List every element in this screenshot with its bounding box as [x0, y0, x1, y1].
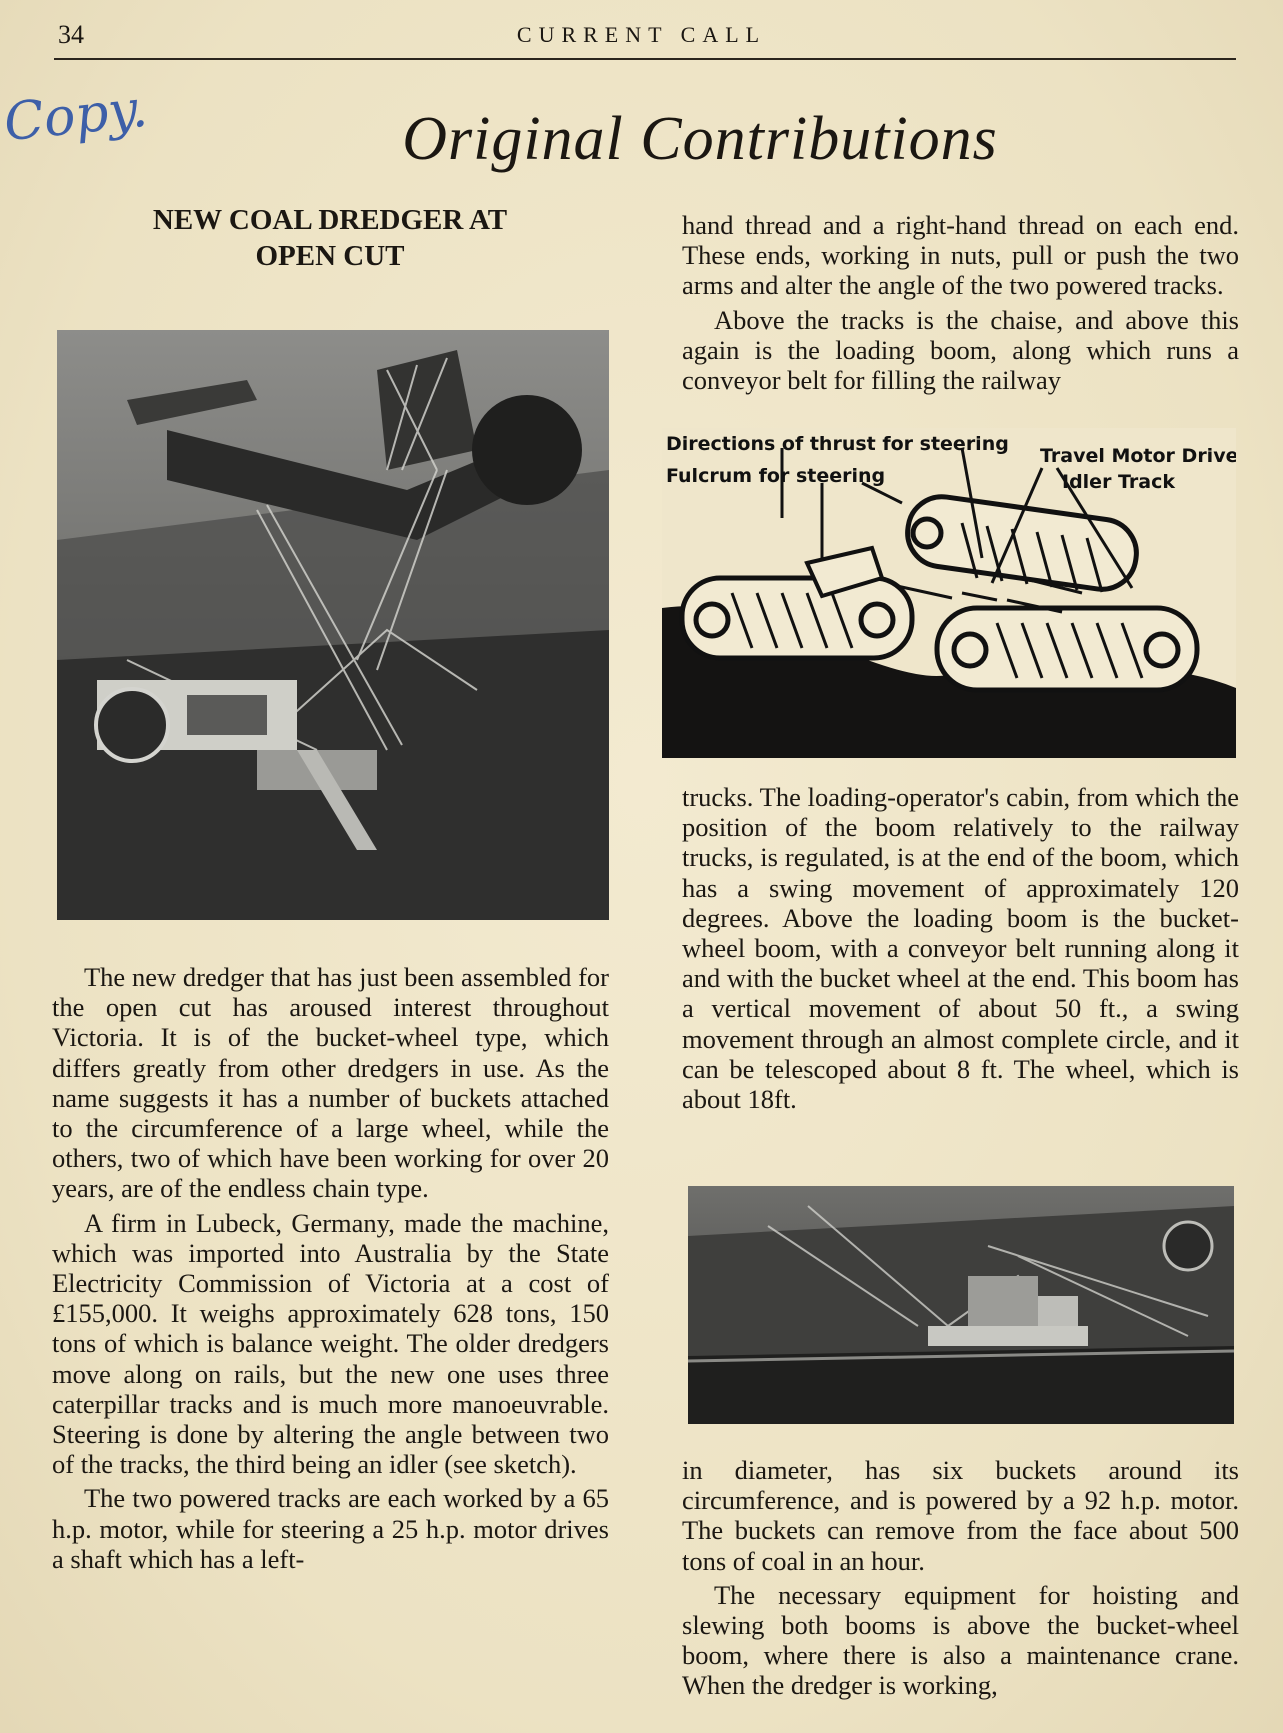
left-column-text: [52, 962, 609, 1574]
article-title-line-2: OPEN CUT: [255, 240, 405, 272]
label-fulcrum: Fulcrum for steering: [666, 465, 886, 487]
right-column-bottom-text: [682, 1455, 1239, 1701]
dredger-photo: [57, 330, 609, 920]
steering-sketch: [662, 428, 1236, 758]
article-title-line-1: NEW COAL DREDGER AT: [152, 204, 508, 236]
paragraph: The new dredger that has just been assembled for the open cut has aroused interest throughout Victoria. It is of the bucket-wheel type, which differs greatly from other dredgers in use. As the name suggests it has a number of buckets attached to the circumference of a large wheel, while the others, two of which have been working for over 20 years, are of the endless chain type.: [52, 962, 609, 1204]
paragraph: Above the tracks is the chaise, and above this again is the loading boom, along which runs a conveyor belt for filling the railway: [682, 304, 1239, 396]
paragraph: trucks. The loading-operator's cabin, from which the position of the boom relatively to the railway trucks, is regulated, is at the end of the boom, which has a swing movement of approximately 120 degrees. Above the loading boom is the bucket-wheel boom, with a conveyor belt running along it and with the bucket wheel at the end. This boom has a vertical movement of about 50 ft., a swing movement through an almost complete circle, and it can be telescoped about 8 ft. The wheel, which is about 18ft.: [682, 782, 1239, 1115]
paragraph: The necessary equipment for hoisting and slewing both booms is above the bucket-wheel boom, where there is also a maintenance crane. When the dredger is working,: [682, 1579, 1239, 1701]
label-idler-track: Idler Track: [1062, 471, 1176, 493]
open-cut-photo: [688, 1186, 1234, 1424]
paragraph: A firm in Lubeck, Germany, made the machine, which was imported into Australia by the State Electricity Commission of Victoria at a cost of £155,000. It weighs approximately 628 tons, 150 tons of which is balance weight. The older dredgers move along on rails, but the new one uses three caterpillar tracks and is much more manoeuvrable. Steering is done by altering the angle between two of the tracks, the third being an idler (see sketch).: [52, 1207, 609, 1480]
paragraph: The two powered tracks are each worked by a 65 h.p. motor, while for steering a 25 h.p. motor drives a shaft which has a left-: [52, 1483, 609, 1574]
label-thrust: Directions of thrust for steering: [666, 433, 1009, 455]
section-title: Original Contributions: [402, 105, 998, 173]
page-number: 34: [58, 20, 84, 49]
right-column-middle-text: [682, 782, 1239, 1114]
paragraph: in diameter, has six buckets around its circumference, and is powered by a 92 h.p. motor. The buckets can remove from the face about 500 tons of coal in an hour.: [682, 1455, 1239, 1576]
label-travel-motor: Travel Motor Drive: [1040, 445, 1236, 467]
running-head: CURRENT CALL: [516, 22, 767, 47]
paragraph: hand thread and a right-hand thread on each end. These ends, working in nuts, pull or push the two arms and alter the angle of the two powered tracks.: [682, 210, 1239, 301]
right-column-top-text: [682, 210, 1239, 395]
handwritten-annotation: Copy.: [1, 78, 151, 154]
header-rule: [54, 58, 1236, 60]
article-title: [80, 202, 580, 274]
